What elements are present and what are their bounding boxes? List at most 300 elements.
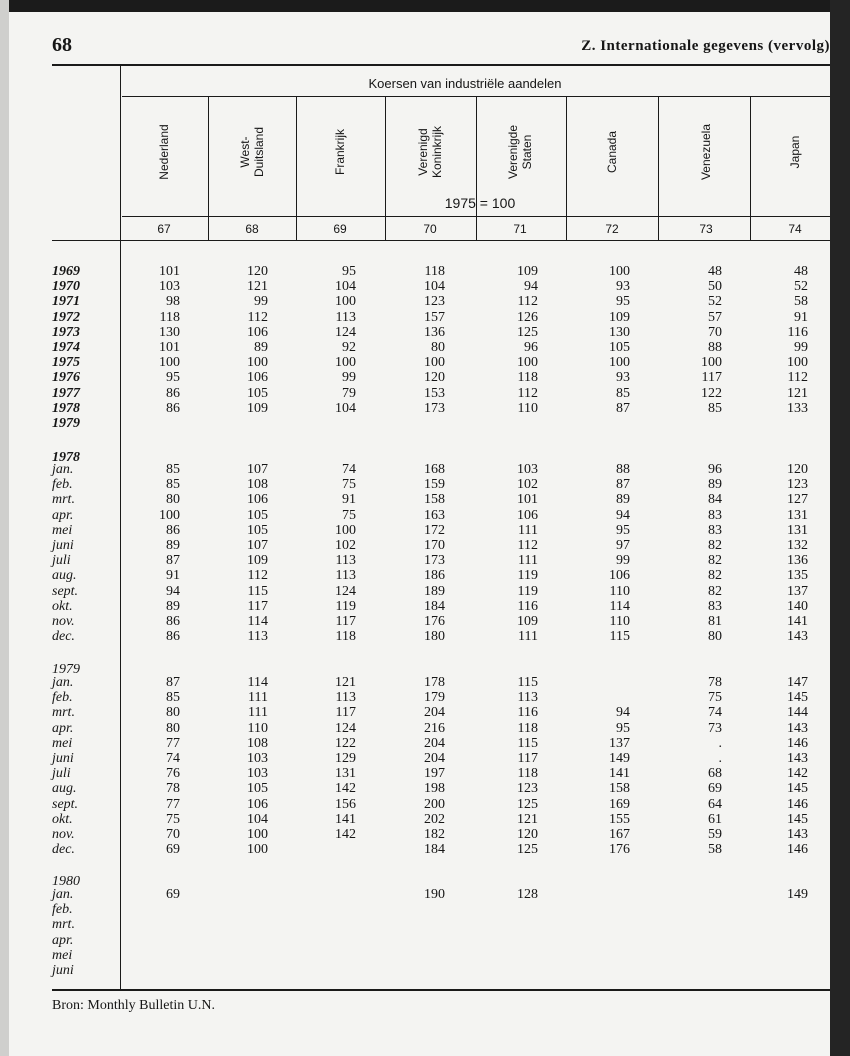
table-cell: 184: [424, 598, 445, 614]
table-cell: 146: [787, 796, 808, 812]
table-cell: 48: [794, 264, 808, 279]
table-cell: 116: [517, 705, 538, 721]
column-divider: [750, 96, 751, 240]
scan-right-edge: [830, 0, 850, 1056]
table-cell: 98: [166, 294, 180, 310]
table-cell: 99: [342, 370, 356, 386]
table-cell: 78: [166, 781, 180, 797]
table-cell: 143: [787, 720, 808, 736]
table-cell: 115: [517, 675, 538, 690]
column-header-line: Nederland: [157, 124, 171, 180]
table-cell: 141: [787, 614, 808, 629]
table-cell: 82: [708, 583, 722, 599]
row-label: nov.: [52, 827, 75, 842]
table-cell: 216: [424, 720, 445, 736]
table-cell: 80: [708, 629, 722, 645]
table-cell: 80: [166, 492, 180, 508]
table-cell: 129: [335, 751, 356, 766]
table-cell: 100: [609, 264, 630, 279]
table-cell: 110: [517, 400, 538, 416]
table-cell: 100: [335, 294, 356, 310]
table-cell: 86: [166, 522, 180, 538]
table-cell: 130: [609, 324, 630, 340]
table-cell: 87: [616, 400, 630, 416]
row-label: aug.: [52, 781, 77, 797]
table-cell: 111: [518, 553, 538, 569]
column-header-line: Koninkrijk: [430, 125, 444, 179]
row-label: 1972: [52, 309, 80, 325]
table-cell: 105: [247, 781, 268, 797]
table-cell: 132: [787, 538, 808, 553]
table-cell: 158: [609, 781, 630, 797]
table-cell: 103: [159, 279, 180, 295]
table-cell: 111: [518, 522, 538, 538]
table-cell: 52: [794, 279, 808, 295]
table-cell: 57: [708, 309, 722, 325]
table-cell: 135: [787, 568, 808, 584]
table-cell: 200: [424, 796, 445, 812]
row-label: juni: [52, 538, 74, 553]
table-cell: 173: [424, 400, 445, 416]
table-cell: 77: [166, 735, 180, 751]
table-cell: 115: [247, 583, 268, 599]
table-cell: 112: [787, 370, 808, 386]
row-label: feb.: [52, 690, 73, 706]
table-cell: 112: [517, 294, 538, 310]
table-cell: .: [718, 751, 722, 766]
table-cell: 176: [424, 614, 445, 629]
column-header: [699, 124, 713, 180]
table-cell: 120: [517, 827, 538, 842]
column-header-line: Canada: [605, 130, 619, 174]
table-cell: 95: [166, 370, 180, 386]
table-cell: 116: [517, 598, 538, 614]
table-cell: 146: [787, 842, 808, 858]
row-label: apr.: [52, 507, 74, 523]
table-cell: 86: [166, 400, 180, 416]
row-label: 1978: [52, 400, 80, 416]
table-cell: 153: [424, 385, 445, 401]
column-header: [238, 127, 266, 177]
column-number: 68: [245, 222, 259, 236]
table-cell: 114: [247, 675, 268, 690]
table-bottom-rule: [52, 989, 830, 991]
row-label: jan.: [52, 675, 74, 690]
table-cell: 123: [787, 477, 808, 493]
table-cell: 137: [787, 583, 808, 599]
table-cell: 94: [616, 507, 630, 523]
table-cell: 70: [708, 324, 722, 340]
table-cell: 106: [247, 324, 268, 340]
table-cell: 118: [159, 309, 180, 325]
table-cell: 59: [708, 827, 722, 842]
table-cell: 142: [335, 781, 356, 797]
table-cell: 75: [166, 811, 180, 827]
scan-left-edge: [0, 0, 9, 1056]
table-cell: 168: [424, 462, 445, 477]
table-cell: 141: [335, 811, 356, 827]
table-cell: 106: [247, 370, 268, 386]
table-cell: 131: [787, 507, 808, 523]
table-cell: 80: [431, 340, 445, 355]
table-cell: 106: [517, 507, 538, 523]
table-cell: 147: [787, 675, 808, 690]
table-cell: 82: [708, 568, 722, 584]
column-number: 70: [423, 222, 437, 236]
table-cell: 113: [335, 568, 356, 584]
table-cell: 197: [424, 766, 445, 782]
row-label: 1979: [52, 416, 80, 431]
column-header: [333, 129, 347, 175]
table-cell: 155: [609, 811, 630, 827]
table-cell: 124: [335, 583, 356, 599]
table-cell: 122: [335, 735, 356, 751]
row-label: mrt.: [52, 705, 75, 721]
table-cell: 142: [787, 766, 808, 782]
table-cell: 190: [424, 887, 445, 902]
table-cell: 141: [609, 766, 630, 782]
table-cell: 100: [517, 355, 538, 371]
table-cell: 74: [166, 751, 180, 766]
table-cell: 121: [787, 385, 808, 401]
table-cell: 89: [616, 492, 630, 508]
table-cell: 159: [424, 477, 445, 493]
row-label: nov.: [52, 614, 75, 629]
table-cell: 131: [787, 522, 808, 538]
table-cell: 178: [424, 675, 445, 690]
table-cell: 106: [609, 568, 630, 584]
table-cell: 111: [248, 705, 268, 721]
table-cell: 64: [708, 796, 722, 812]
table-cell: 169: [609, 796, 630, 812]
table-cell: 78: [708, 675, 722, 690]
table-cell: 99: [254, 294, 268, 310]
row-label: 1977: [52, 385, 80, 401]
table-cell: 100: [609, 355, 630, 371]
row-label: sept.: [52, 583, 79, 599]
table-cell: 118: [424, 264, 445, 279]
table-cell: 114: [247, 614, 268, 629]
table-cell: 74: [708, 705, 722, 721]
row-label: 1980: [52, 874, 80, 889]
table-cell: 105: [247, 522, 268, 538]
table-cell: 96: [708, 462, 722, 477]
table-cell: 145: [787, 781, 808, 797]
table-cell: 158: [424, 492, 445, 508]
column-divider: [658, 96, 659, 240]
table-cell: 83: [708, 598, 722, 614]
table-cell: 95: [342, 264, 356, 279]
table-cell: 143: [787, 629, 808, 645]
table-cell: 143: [787, 751, 808, 766]
table-cell: 118: [517, 766, 538, 782]
table-cell: 125: [517, 842, 538, 858]
table-cell: 120: [424, 370, 445, 386]
table-cell: 142: [335, 827, 356, 842]
table-cell: 176: [609, 842, 630, 858]
row-label: 1978: [52, 450, 80, 465]
row-label: jan.: [52, 462, 74, 477]
table-cell: 94: [524, 279, 538, 295]
table-cell: 117: [335, 614, 356, 629]
table-cell: 136: [424, 324, 445, 340]
table-cell: 113: [335, 553, 356, 569]
table-cell: 69: [166, 842, 180, 858]
column-header: [157, 124, 171, 179]
table-cell: 80: [166, 720, 180, 736]
table-cell: 112: [517, 538, 538, 553]
column-header-line: Staten: [520, 134, 534, 170]
table-cell: 122: [701, 385, 722, 401]
column-header-line: West-: [238, 136, 252, 168]
table-cell: 87: [166, 553, 180, 569]
table-cell: 179: [424, 690, 445, 706]
row-label: 1976: [52, 370, 80, 386]
column-divider: [296, 96, 297, 240]
table-cell: 74: [342, 462, 356, 477]
table-cell: 202: [424, 811, 445, 827]
table-cell: 172: [424, 522, 445, 538]
table-cell: 149: [787, 887, 808, 902]
table-cell: 107: [247, 538, 268, 553]
table-cell: 157: [424, 309, 445, 325]
table-cell: 204: [424, 735, 445, 751]
column-divider: [566, 96, 567, 240]
running-header: Z. Internationale gegevens (vervolg): [581, 38, 830, 54]
row-label: dec.: [52, 629, 75, 645]
table-cell: 189: [424, 583, 445, 599]
table-cell: 61: [708, 811, 722, 827]
table-cell: 111: [518, 629, 538, 645]
table-cell: 105: [247, 507, 268, 523]
table-cell: 111: [248, 690, 268, 706]
table-cell: 77: [166, 796, 180, 812]
table-cell: 180: [424, 629, 445, 645]
table-cell: 120: [787, 462, 808, 477]
table-cell: 107: [247, 462, 268, 477]
row-label: apr.: [52, 720, 74, 736]
table-cell: 99: [794, 340, 808, 355]
table-cell: 128: [517, 887, 538, 902]
table-cell: 75: [342, 507, 356, 523]
table-cell: 110: [247, 720, 268, 736]
table-cell: 136: [787, 553, 808, 569]
column-divider: [208, 96, 209, 240]
table-cell: 93: [616, 279, 630, 295]
column-number: 71: [513, 222, 527, 236]
column-header: [605, 131, 619, 173]
column-header-line: Duitsland: [252, 126, 266, 178]
table-cell: 97: [616, 538, 630, 553]
table-group-header: Koersen van industriële aandelen: [368, 76, 562, 91]
row-label: jan.: [52, 887, 74, 902]
table-cell: 125: [517, 324, 538, 340]
table-cell: 103: [247, 766, 268, 782]
table-cell: 70: [166, 827, 180, 842]
table-cell: 149: [609, 751, 630, 766]
table-cell: 119: [517, 583, 538, 599]
table-cell: 84: [708, 492, 722, 508]
table-cell: 123: [517, 781, 538, 797]
table-cell: 106: [247, 796, 268, 812]
table-cell: 114: [609, 598, 630, 614]
table-cell: 102: [335, 538, 356, 553]
table-cell: 87: [166, 675, 180, 690]
label-column-rule: [120, 64, 121, 989]
column-header-line: Venezuela: [699, 123, 713, 181]
table-cell: 117: [517, 751, 538, 766]
table-cell: 93: [616, 370, 630, 386]
table-cell: 109: [247, 553, 268, 569]
table-cell: 100: [159, 507, 180, 523]
row-label: 1971: [52, 294, 80, 310]
column-number: 72: [605, 222, 619, 236]
table-cell: 186: [424, 568, 445, 584]
table-cell: 124: [335, 720, 356, 736]
table-cell: 118: [517, 370, 538, 386]
row-label: juni: [52, 751, 74, 766]
table-cell: 167: [609, 827, 630, 842]
table-cell: 95: [616, 294, 630, 310]
table-cell: 125: [517, 796, 538, 812]
table-cell: 100: [701, 355, 722, 371]
scan-top-edge: [0, 0, 850, 12]
table-cell: 89: [708, 477, 722, 493]
column-header-line: Verenigd: [416, 128, 430, 176]
table-cell: 109: [609, 309, 630, 325]
column-header-line: Verenigde: [506, 124, 520, 180]
row-label: 1979: [52, 662, 80, 677]
table-cell: 73: [708, 720, 722, 736]
table-cell: 117: [335, 705, 356, 721]
table-cell: 146: [787, 735, 808, 751]
table-cell: 104: [424, 279, 445, 295]
table-cell: 85: [708, 400, 722, 416]
row-label: 1973: [52, 324, 80, 340]
table-cell: 85: [166, 690, 180, 706]
row-label: juli: [52, 553, 71, 569]
table-cell: 88: [616, 462, 630, 477]
table-cell: 109: [517, 614, 538, 629]
table-cell: 113: [517, 690, 538, 706]
table-cell: 104: [335, 279, 356, 295]
table-cell: 102: [517, 477, 538, 493]
table-cell: 86: [166, 385, 180, 401]
table-cell: 88: [708, 340, 722, 355]
table-cell: 103: [517, 462, 538, 477]
table-cell: 182: [424, 827, 445, 842]
table-cell: 100: [247, 842, 268, 858]
table-cell: 75: [342, 477, 356, 493]
table-cell: 68: [708, 766, 722, 782]
table-cell: 115: [609, 629, 630, 645]
table-cell: 83: [708, 507, 722, 523]
table-cell: 124: [335, 324, 356, 340]
table-cell: 89: [166, 538, 180, 553]
column-number: 74: [788, 222, 802, 236]
table-cell: 115: [517, 735, 538, 751]
table-cell: 80: [166, 705, 180, 721]
table-cell: 94: [166, 583, 180, 599]
table-cell: 92: [342, 340, 356, 355]
table-cell: 133: [787, 400, 808, 416]
table-cell: 110: [609, 583, 630, 599]
table-cell: 52: [708, 294, 722, 310]
table-cell: 131: [335, 766, 356, 782]
table-cell: 204: [424, 705, 445, 721]
table-cell: .: [718, 735, 722, 751]
table-cell: 100: [247, 827, 268, 842]
table-cell: 143: [787, 827, 808, 842]
table-cell: 94: [616, 705, 630, 721]
table-cell: 109: [247, 400, 268, 416]
table-cell: 105: [609, 340, 630, 355]
row-label: dec.: [52, 842, 75, 858]
table-cell: 85: [166, 477, 180, 493]
table-cell: 75: [708, 690, 722, 706]
table-cell: 126: [517, 309, 538, 325]
table-cell: 204: [424, 751, 445, 766]
row-label: apr.: [52, 932, 74, 948]
row-label: mei: [52, 735, 73, 751]
table-cell: 108: [247, 477, 268, 493]
table-cell: 121: [335, 675, 356, 690]
table-cell: 101: [159, 264, 180, 279]
table-cell: 119: [517, 568, 538, 584]
table-cell: 106: [247, 492, 268, 508]
table-cell: 113: [335, 309, 356, 325]
table-cell: 69: [166, 887, 180, 902]
table-cell: 100: [159, 355, 180, 371]
table-cell: 163: [424, 507, 445, 523]
table-cell: 112: [247, 568, 268, 584]
table-cell: 58: [794, 294, 808, 310]
base-year-label: 1975 = 100: [444, 195, 516, 211]
table-cell: 100: [335, 522, 356, 538]
table-cell: 85: [166, 462, 180, 477]
table-cell: 113: [335, 690, 356, 706]
table-cell: 112: [517, 385, 538, 401]
table-cell: 184: [424, 842, 445, 858]
table-cell: 86: [166, 629, 180, 645]
column-divider: [476, 96, 477, 240]
row-label: mrt.: [52, 492, 75, 508]
row-label: okt.: [52, 598, 73, 614]
row-label: 1974: [52, 340, 80, 355]
row-label: mei: [52, 947, 73, 963]
table-cell: 100: [787, 355, 808, 371]
row-label: juli: [52, 766, 71, 782]
row-label: juni: [52, 963, 74, 978]
table-cell: 118: [335, 629, 356, 645]
table-cell: 85: [616, 385, 630, 401]
table-cell: 198: [424, 781, 445, 797]
row-label: aug.: [52, 568, 77, 584]
column-header: [416, 126, 444, 178]
table-cell: 109: [517, 264, 538, 279]
table-cell: 123: [424, 294, 445, 310]
table-cell: 156: [335, 796, 356, 812]
table-cell: 117: [247, 598, 268, 614]
table-cell: 173: [424, 553, 445, 569]
table-cell: 144: [787, 705, 808, 721]
column-number: 73: [699, 222, 713, 236]
table-cell: 127: [787, 492, 808, 508]
table-cell: 101: [517, 492, 538, 508]
table-cell: 76: [166, 766, 180, 782]
table-cell: 79: [342, 385, 356, 401]
body-top-rule: [52, 240, 830, 241]
